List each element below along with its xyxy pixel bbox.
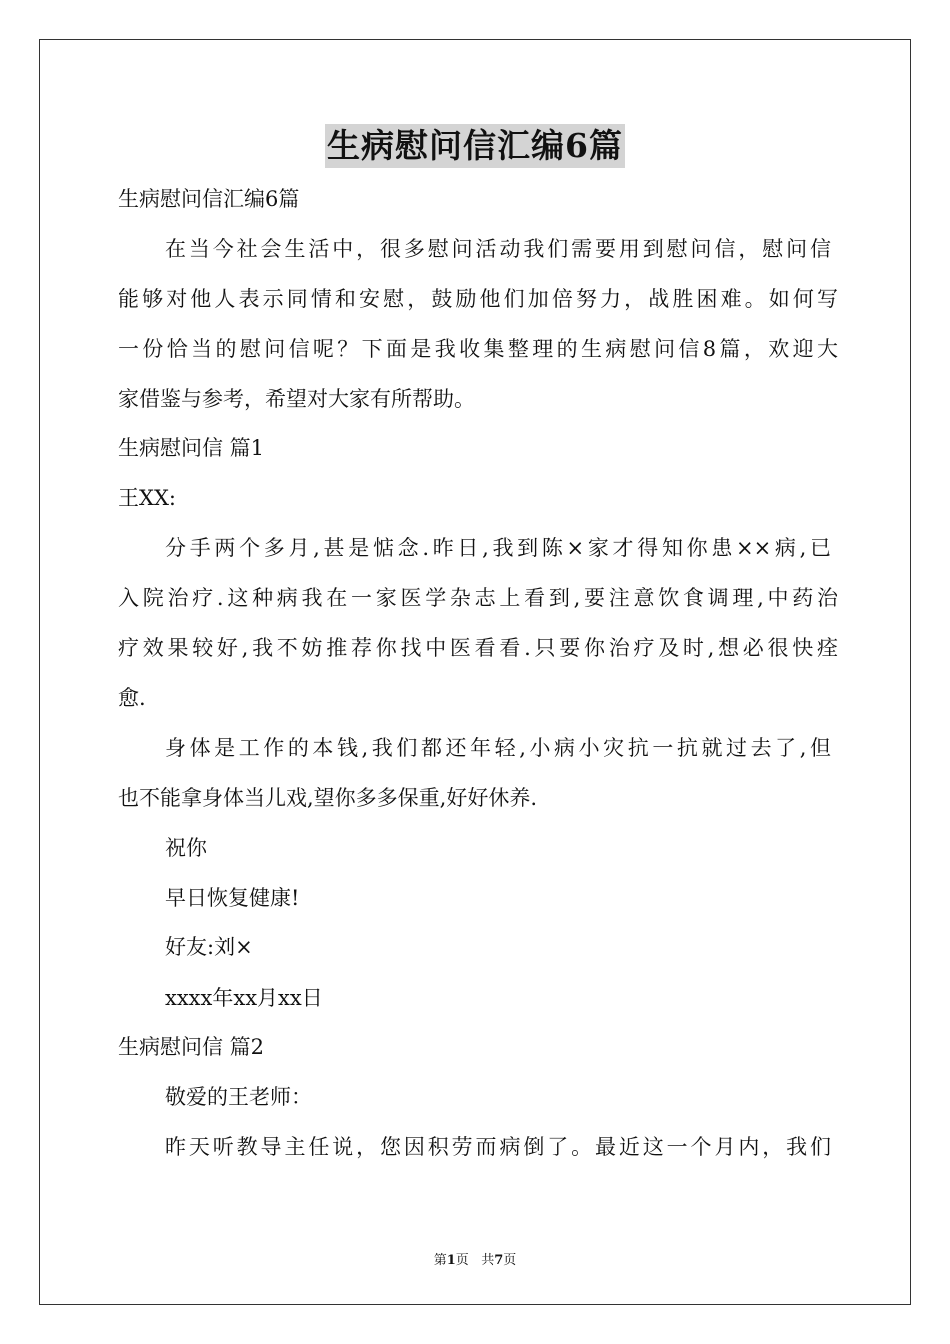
section1-para1-line-1: 分手两个多月,甚是惦念.昨日,我到陈×家才得知你患××病,已 [165, 536, 831, 560]
footer-suffix: 页 [503, 1253, 517, 1268]
section1-closing-1: 祝你 [165, 836, 207, 860]
section1-date: xxxx年xx月xx日 [165, 986, 323, 1010]
section2-para1-line-1: 昨天听教导主任说，您因积劳而病倒了。最近这一个月内，我们 [165, 1135, 831, 1159]
document-subtitle: 生病慰问信汇编6篇 [118, 187, 300, 211]
section1-signature: 好友:刘× [165, 935, 253, 959]
intro-line-2: 能够对他人表示同情和安慰，鼓励他们加倍努力，战胜困难。如何写 [118, 287, 838, 311]
page-footer [0, 1249, 950, 1268]
document-title: 生病慰问信汇编6篇 [325, 124, 625, 168]
section1-closing-2: 早日恢复健康! [165, 886, 300, 910]
footer-prefix: 第 [433, 1253, 447, 1268]
section1-para2-line-2: 也不能拿身体当儿戏,望你多多保重,好好休养. [118, 786, 538, 810]
section2-salutation: 敬爱的王老师： [165, 1085, 312, 1109]
section1-salutation: 王XX: [118, 486, 176, 510]
footer-page-total: 7 [494, 1253, 504, 1268]
section1-heading: 生病慰问信 篇1 [118, 436, 265, 460]
section1-para1-line-4: 愈. [118, 686, 146, 710]
intro-line-4: 家借鉴与参考，希望对大家有所帮助。 [118, 387, 475, 411]
section1-para1-line-3: 疗效果较好,我不妨推荐你找中医看看.只要你治疗及时,想必很快痊 [118, 636, 838, 660]
intro-line-3: 一份恰当的慰问信呢？下面是我收集整理的生病慰问信8篇，欢迎大 [118, 337, 838, 361]
section1-para1-line-2: 入院治疗.这种病我在一家医学杂志上看到,要注意饮食调理,中药治 [118, 586, 838, 610]
page-border [39, 39, 911, 1305]
footer-page-number: 1 [446, 1253, 456, 1268]
section1-para2-line-1: 身体是工作的本钱,我们都还年轻,小病小灾抗一抗就过去了,但 [165, 736, 831, 760]
title-container [0, 124, 950, 168]
section2-heading: 生病慰问信 篇2 [118, 1035, 265, 1059]
footer-mid: 页 共 [455, 1253, 495, 1268]
intro-line-1: 在当今社会生活中，很多慰问活动我们需要用到慰问信，慰问信 [165, 237, 831, 261]
